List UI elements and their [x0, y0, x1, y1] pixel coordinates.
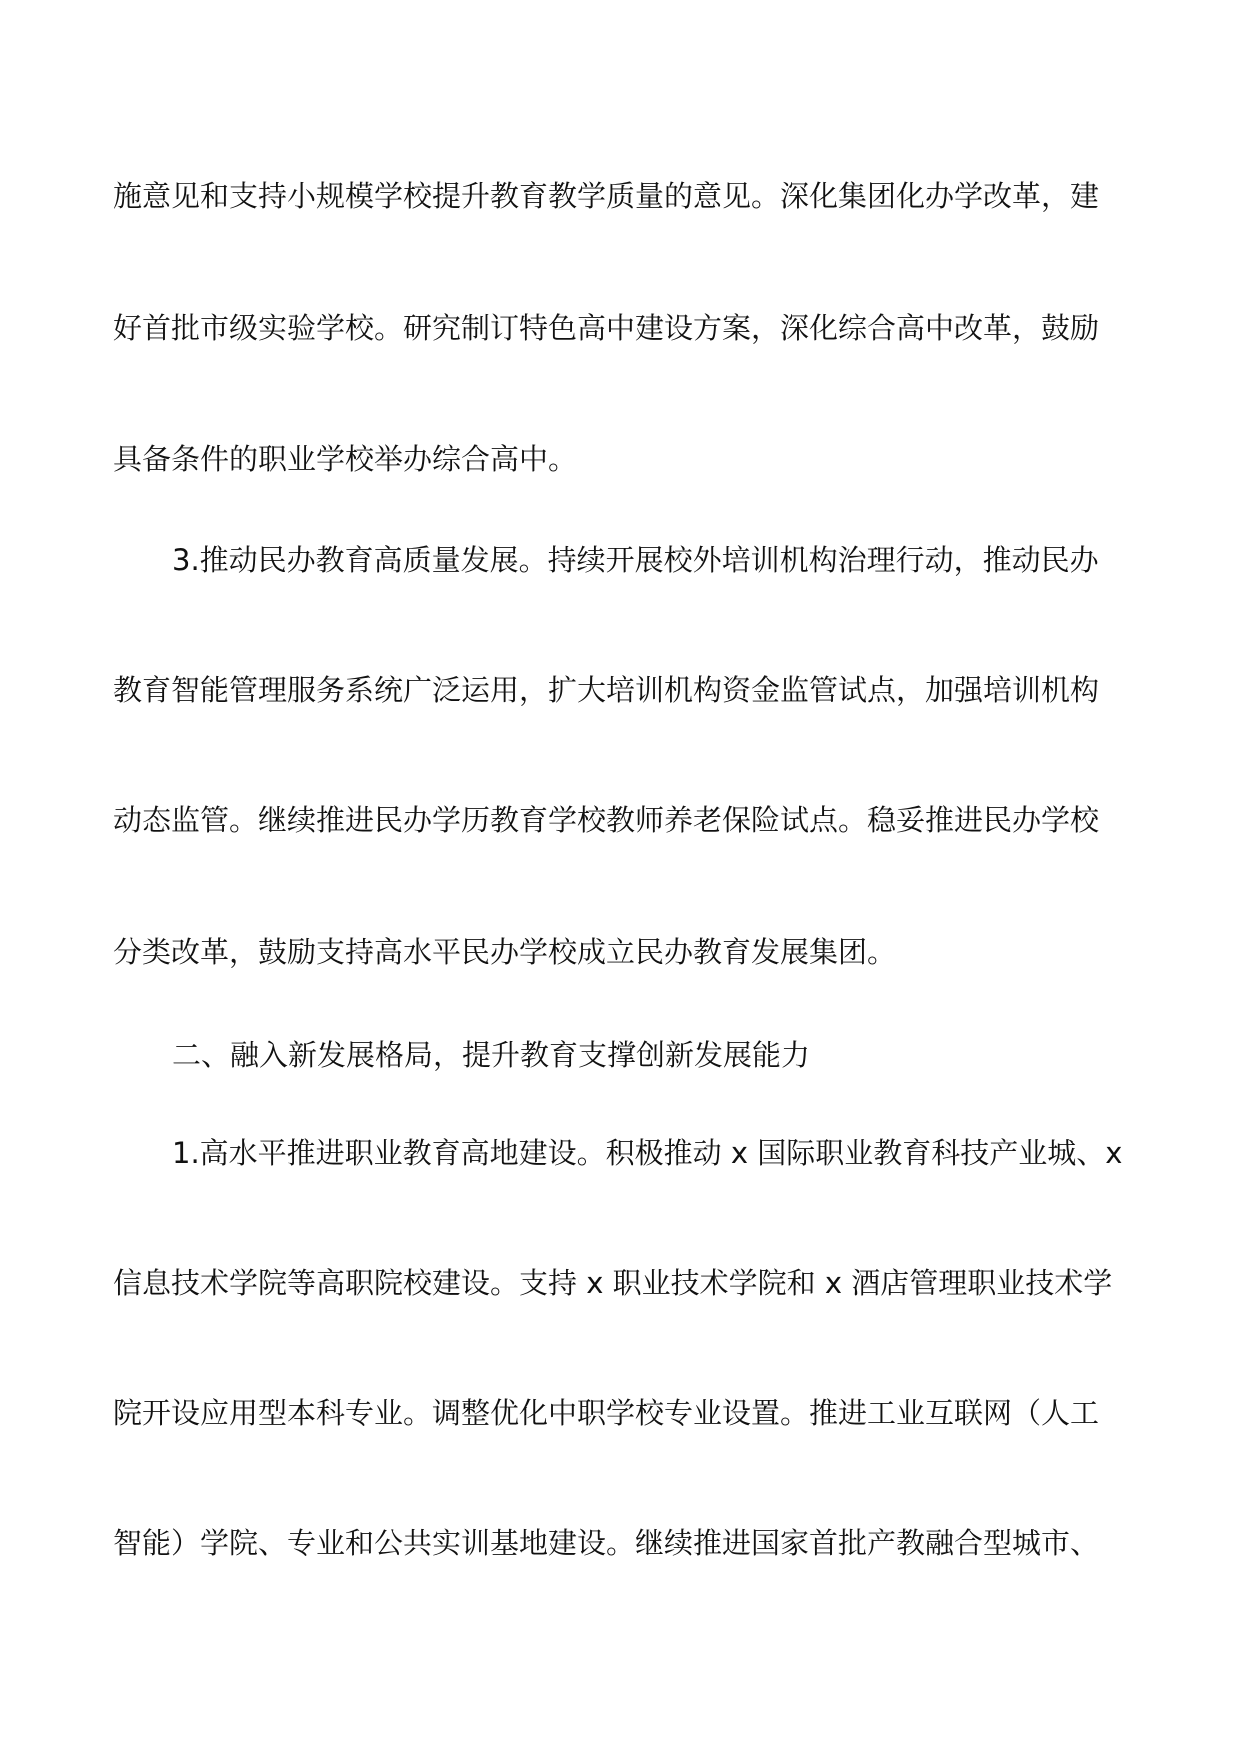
paragraph-line: 智能）学院、专业和公共实训基地建设。继续推进国家首批产教融合型城市、	[113, 1526, 1100, 1560]
paragraph-line: 分类改革，鼓励支持高水平民办学校成立民办教育发展集团。	[113, 935, 897, 969]
paragraph-line: 3.推动民办教育高质量发展。持续开展校外培训机构治理行动，推动民办	[172, 543, 1099, 577]
paragraph-line: 1.高水平推进职业教育高地建设。积极推动 x 国际职业教育科技产业城、x	[172, 1136, 1123, 1170]
paragraph-line: 信息技术学院等高职院校建设。支持 x 职业技术学院和 x 酒店管理职业技术学	[113, 1266, 1113, 1300]
paragraph-line: 教育智能管理服务系统广泛运用，扩大培训机构资金监管试点，加强培训机构	[113, 673, 1100, 707]
paragraph-line: 院开设应用型本科专业。调整优化中职学校专业设置。推进工业互联网（人工	[113, 1396, 1100, 1430]
paragraph-line: 好首批市级实验学校。研究制订特色高中建设方案，深化综合高中改革，鼓励	[113, 311, 1100, 345]
paragraph-line: 具备条件的职业学校举办综合高中。	[113, 442, 578, 476]
paragraph-line: 动态监管。继续推进民办学历教育学校教师养老保险试点。稳妥推进民办学校	[113, 803, 1100, 837]
section-heading: 二、融入新发展格局，提升教育支撑创新发展能力	[172, 1038, 811, 1072]
paragraph-line: 施意见和支持小规模学校提升教育教学质量的意见。深化集团化办学改革，建	[113, 179, 1100, 213]
